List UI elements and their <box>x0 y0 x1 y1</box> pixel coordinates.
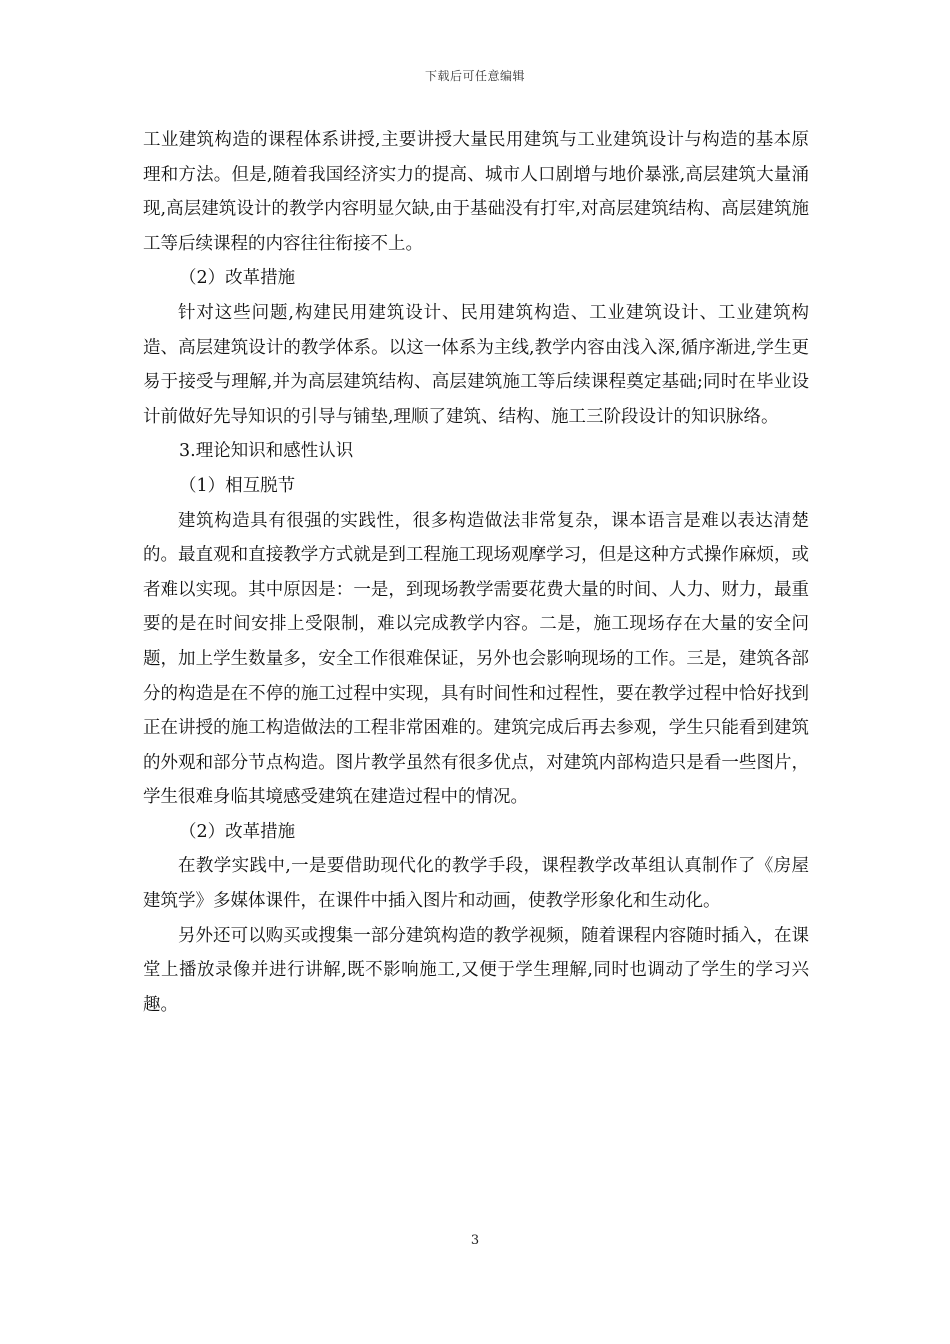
paragraph-video: 另外还可以购买或搜集一部分建筑构造的教学视频，随着课程内容随时插入，在课堂上播放录像并进行讲解,既不影响施工,又便于学生理解,同时也调动了学生的学习兴趣。 <box>143 925 809 1015</box>
heading-theory-and-perception: 3.理论知识和感性认识 <box>179 441 354 462</box>
paragraph-course-system: 工业建筑构造的课程体系讲授,主要讲授大量民用建筑与工业建筑设计与构造的基本原理和方法。但是,随着我国经济实力的提高、城市人口剧增与地价暴涨,高层建筑大量涌现,高层建筑设计的教学内容明显欠缺,由于基础没有打牢,对高层建筑结构、高层建筑施工等后续课程的内容往往衔接不上。 <box>143 130 809 254</box>
paragraph-teaching-system: 针对这些问题,构建民用建筑设计、民用建筑构造、工业建筑设计、工业建筑构造、高层建筑设计的教学体系。以这一体系为主线,教学内容由浅入深,循序渐进,学生更易于接受与理解,并为高层建筑结构、高层建筑施工等后续课程奠定基础;同时在毕业设计前做好先导知识的引导与铺垫,理顺了建筑、结构、施工三阶段设计的知识脉络。 <box>143 302 809 427</box>
page-number: 3 <box>470 1233 480 1248</box>
paragraph-practice-difficulty: 建筑构造具有很强的实践性，很多构造做法非常复杂，课本语言是难以表达清楚的。最直观和直接教学方式就是到工程施工现场观摩学习，但是这种方式操作麻烦，或者难以实现。其中原因是：一是，到现场教学需要花费大量的时间、人力、财力，最重要的是在时间安排上受限制，难以完成教学内容。二是，施工现场存在大量的安全问题，加上学生数量多，安全工作很难保证，另外也会影响现场的工作。三是，建筑各部分的构造是在不停的施工过程中实现，具有时间性和过程性，要在教学过程中恰好找到正在讲授的施工构造做法的工程非常困难的。建筑完成后再去参观，学生只能看到建筑的外观和部分节点构造。图片教学虽然有很多优点，对建筑内部构造只是看一些图片，学生很难身临其境感受建筑在建造过程中的情况。 <box>143 510 809 808</box>
heading-reform-measures-2: （2）改革措施 <box>179 821 296 842</box>
heading-reform-measures-1: （2）改革措施 <box>179 268 296 289</box>
heading-disconnection: （1）相互脱节 <box>179 475 296 496</box>
paragraph-multimedia: 在教学实践中,一是要借助现代化的教学手段，课程教学改革组认真制作了《房屋建筑学》多媒体课件，在课件中插入图片和动画，使教学形象化和生动化。 <box>143 856 809 912</box>
header-note: 下载后可任意编辑 <box>424 69 525 83</box>
document-body <box>143 123 809 1022</box>
